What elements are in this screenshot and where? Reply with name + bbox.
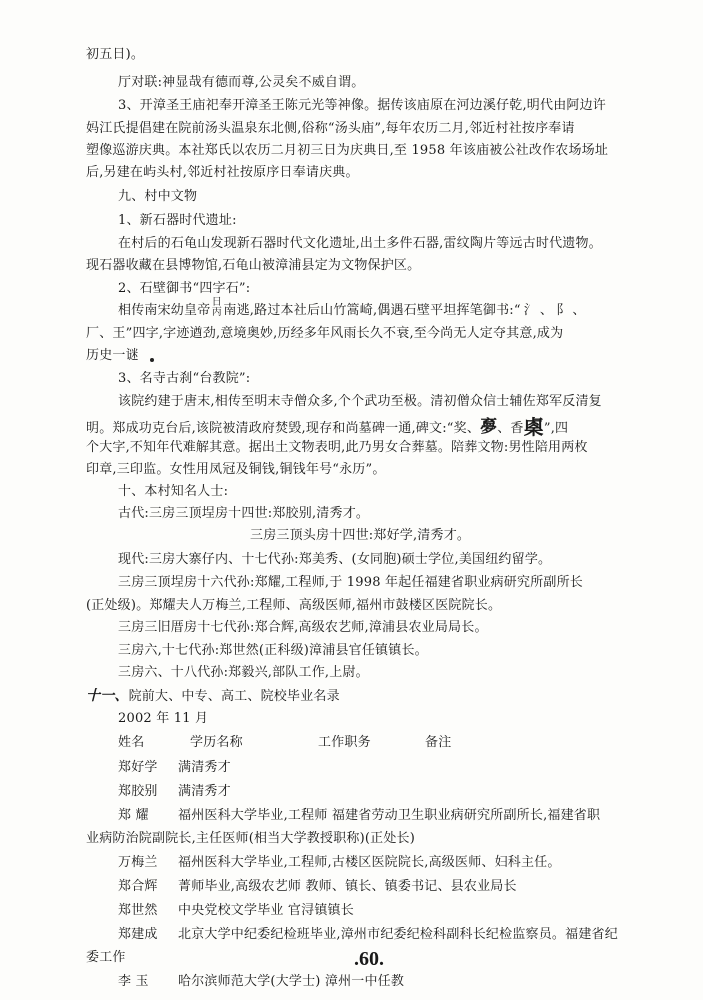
text-line: 初五日)。 bbox=[86, 47, 145, 62]
list-item-name: 万梅兰 bbox=[118, 855, 158, 870]
list-item-text: 中央党校文学毕业 官浔镇镇长 bbox=[178, 903, 354, 918]
list-item-name: 郑好学 bbox=[118, 760, 158, 775]
list-item-name: 郑胶别 bbox=[118, 784, 158, 799]
section-heading bbox=[86, 688, 340, 705]
page-number: .60. bbox=[354, 948, 384, 970]
list-item-name: 郑 耀 bbox=[118, 808, 149, 823]
text-line: 塑像巡游庆典。本社郑氏以农历二月初三日为庆典日,至 1958 年该庙被公社改作农场场址 bbox=[86, 143, 609, 158]
text-segment: 相传南宋幼皇帝 bbox=[118, 303, 211, 318]
text-line: 三房三顶头房十四世:郑好学,清秀才。 bbox=[250, 528, 471, 543]
text-segment: 、香 bbox=[497, 421, 524, 436]
table-header-job: 工作职务 bbox=[318, 735, 371, 750]
text-line: 三房三顶埕房十六代孙:郑耀,工程师,于 1998 年起任福建省职业病研究所副所长 bbox=[118, 575, 583, 590]
handwritten-number: 十一、 bbox=[86, 688, 129, 704]
text-line: 三房六、十八代孙:郑毅兴,部队工作,上尉。 bbox=[118, 665, 369, 680]
text-line: 三房三旧厝房十七代孙:郑合辉,高级农艺师,漳浦县农业局局长。 bbox=[118, 620, 488, 635]
text-line: (正处级)。郑耀夫人万梅兰,工程师、高级医师,福州市鼓楼区医院院长。 bbox=[86, 598, 502, 613]
text-line: 三房六,十七代孙:郑世然(正科级)漳浦县官任镇镇长。 bbox=[118, 643, 428, 658]
table-header-edu: 学历名称 bbox=[190, 735, 243, 750]
table-header-name: 姓名 bbox=[118, 735, 145, 750]
subsection-heading: 2、石壁御书“四字石”: bbox=[118, 281, 251, 296]
text-line: 个大字,不知年代难解其意。据出土文物表明,此乃男女合葬墓。陪葬文物:男性陪用两枚 bbox=[86, 440, 588, 455]
glyph: 氵 bbox=[523, 303, 537, 318]
text-line: 后,另建在屿头村,邻近村社按原序日奉请庆典。 bbox=[86, 165, 359, 180]
text-line: 现石器收藏在县博物馆,石龟山被漳浦县定为文物保护区。 bbox=[86, 258, 421, 273]
glyph: 阝 bbox=[556, 303, 570, 318]
handwritten-char: 夣 bbox=[480, 417, 498, 437]
text-line: 厅对联:神显哉有德而尊,公灵矣不威自谓。 bbox=[118, 75, 365, 90]
date-line: 2002 年 11 月 bbox=[118, 711, 209, 726]
text-line: 古代:三房三顶埕房十四世:郑胶别,清秀才。 bbox=[118, 506, 370, 521]
text-segment: 南逃,路过本社后山竹篙崎,偶遇石壁平坦挥笔御书:“ bbox=[223, 303, 521, 318]
text-line bbox=[118, 296, 586, 319]
list-item-text: 业病防治院副院长,主任医师(相当大学教授职称)(正处长) bbox=[86, 831, 416, 846]
list-item-text: 菁师毕业,高级农艺师 教师、镇长、镇委书记、县农业局长 bbox=[178, 879, 517, 894]
text-line: 历史一谜 bbox=[86, 348, 139, 363]
subsection-heading: 3、名寺古刹“台教院”: bbox=[118, 371, 251, 386]
text-line: 现代:三房大寨仔内、十七代孙:郑美秀、(女同胞)硕士学位,美国纽约留学。 bbox=[118, 552, 552, 567]
list-item-text: 满清秀才 bbox=[178, 784, 231, 799]
stacked-top: 日 bbox=[211, 296, 222, 308]
list-item-name: 郑合辉 bbox=[118, 879, 158, 894]
section-heading: 十、本村知名人士: bbox=[118, 484, 229, 499]
text-line: 3、开漳圣王庙祀奉开漳圣王陈元光等神像。据传该庙原在河边溪仔乾,明代由阿边许 bbox=[118, 98, 607, 113]
text-line: 该院约建于唐末,相传至明末寺僧众多,个个武功至极。清初僧众信士辅佐郑军反清复 bbox=[118, 394, 602, 409]
text-segment: 院前大、中专、高工、院校毕业名录 bbox=[128, 689, 340, 704]
section-heading: 九、村中文物 bbox=[118, 189, 198, 204]
subsection-heading: 1、新石器时代遗址: bbox=[118, 213, 237, 228]
stacked-chars bbox=[210, 298, 223, 318]
text-line: 印章,三印监。女性用凤冠及铜钱,铜钱年号“永历”。 bbox=[86, 462, 386, 477]
text-line: 在村后的石龟山发现新石器时代文化遗址,出土多件石器,雷纹陶片等远古时代遗物。 bbox=[118, 236, 602, 251]
list-item-name: 郑建成 bbox=[118, 927, 158, 942]
text-line: 妈江氏提倡建在院前汤头温泉东北侧,俗称“汤头庙”,每年农历二月,邻近村社按序奉请 bbox=[86, 121, 575, 136]
list-item-name: 李 玉 bbox=[118, 974, 149, 989]
table-header-note: 备注 bbox=[425, 735, 452, 750]
list-item-text: 哈尔滨师范大学(大学士) 漳州一中任教 bbox=[178, 974, 405, 989]
text-segment: ”,四 bbox=[543, 421, 569, 436]
ink-dot bbox=[150, 358, 154, 362]
list-item-text: 福州医科大学毕业,工程师,古楼区医院院长,高级医师、妇科主任。 bbox=[178, 855, 561, 870]
list-item-text: 福州医科大学毕业,工程师 福建省劳动卫生职业病研究所副所长,福建省职 bbox=[178, 808, 601, 823]
list-item-text: 北京大学中纪委纪检班毕业,漳州市纪委纪检科副科长纪检监察员。福建省纪 bbox=[178, 927, 618, 942]
stacked-bottom: 丙 bbox=[211, 306, 222, 318]
list-item-text: 委工作 bbox=[86, 950, 126, 965]
handwritten-char: 㮚 bbox=[523, 415, 544, 439]
text-line: 厂、王”四字,字迹遒劲,意境奥妙,历经多年风雨长久不衰,至今尚无人定夺其意,成为 bbox=[86, 326, 564, 341]
list-item-text: 满清秀才 bbox=[178, 760, 231, 775]
text-segment: 明。郑成功克台后,该院被清政府焚毁,现存和尚墓碑一通,碑文:“奖、 bbox=[86, 421, 481, 436]
text-segment: 、 bbox=[572, 303, 586, 318]
text-line bbox=[86, 417, 568, 437]
list-item-name: 郑世然 bbox=[118, 903, 158, 918]
text-segment: 、 bbox=[539, 303, 554, 318]
